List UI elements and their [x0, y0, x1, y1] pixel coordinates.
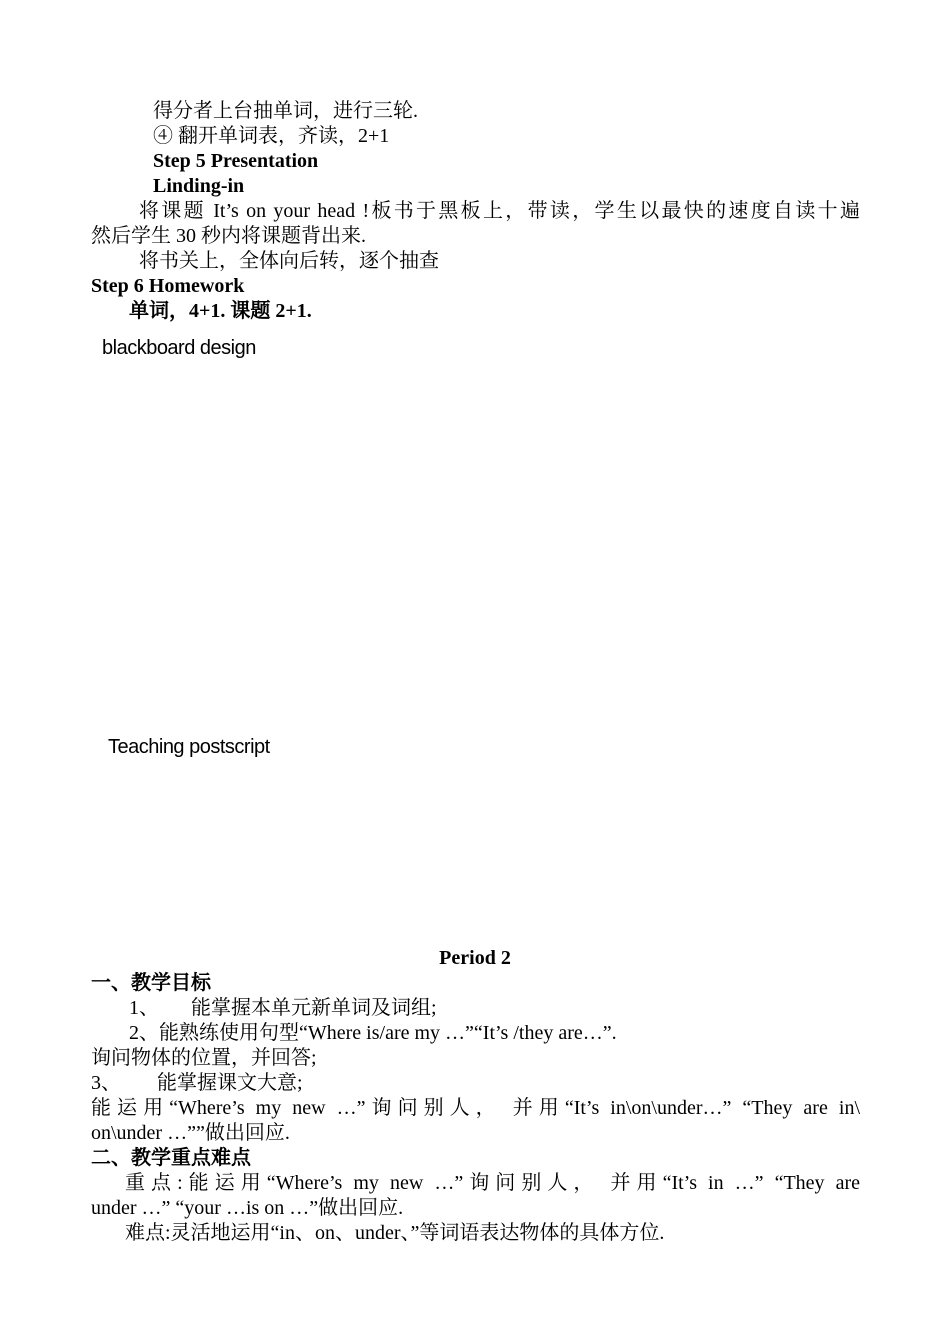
- text-line: 能运用“Where’s my new …”询问别人， 并用“It’s in\on\under…” “They are in\: [91, 1097, 860, 1119]
- subheading: Linding-in: [153, 175, 245, 197]
- period-title: Period 2: [439, 947, 511, 969]
- text-line: 得分者上台抽单词，进行三轮.: [153, 100, 418, 122]
- text-line: on\under …””做出回应.: [91, 1122, 290, 1144]
- list-item-text: 能掌握本单元新单词及词组;: [191, 997, 437, 1019]
- text-line: 重点:能运用“Where’s my new …”询问别人， 并用“It’s in …” “They are: [125, 1172, 860, 1194]
- section-heading: 二、教学重点难点: [91, 1147, 251, 1169]
- text-line: 然后学生 30 秒内将课题背出来.: [91, 225, 366, 247]
- list-item-text: 能掌握课文大意;: [157, 1072, 303, 1094]
- text-line: 将课题 It’s on your head !板书于黑板上，带读，学生以最快的速度自读十遍: [139, 200, 860, 222]
- text-line: ④ 翻开单词表，齐读，2+1: [153, 125, 390, 147]
- step-heading: Step 5 Presentation: [153, 150, 319, 172]
- step-heading: Step 6 Homework: [91, 275, 245, 297]
- section-heading: 一、教学目标: [91, 972, 211, 994]
- section-label-blackboard: blackboard design: [102, 337, 256, 359]
- list-number: 3、: [91, 1072, 121, 1094]
- text-line: 将书关上，全体向后转，逐个抽查: [139, 250, 439, 272]
- text-line: 询问物体的位置，并回答;: [91, 1047, 317, 1069]
- section-label-postscript: Teaching postscript: [108, 736, 270, 758]
- text-line: 难点:灵活地运用“in、on、under、”等词语表达物体的具体方位.: [125, 1222, 665, 1244]
- text-line: 单词，4+1. 课题 2+1.: [129, 300, 312, 322]
- text-line: under …” “your …is on …”做出回应.: [91, 1197, 404, 1219]
- list-item-text: 2、能熟练使用句型“Where is/are my …”“It’s /they are…”.: [129, 1022, 617, 1044]
- list-number: 1、: [129, 997, 159, 1019]
